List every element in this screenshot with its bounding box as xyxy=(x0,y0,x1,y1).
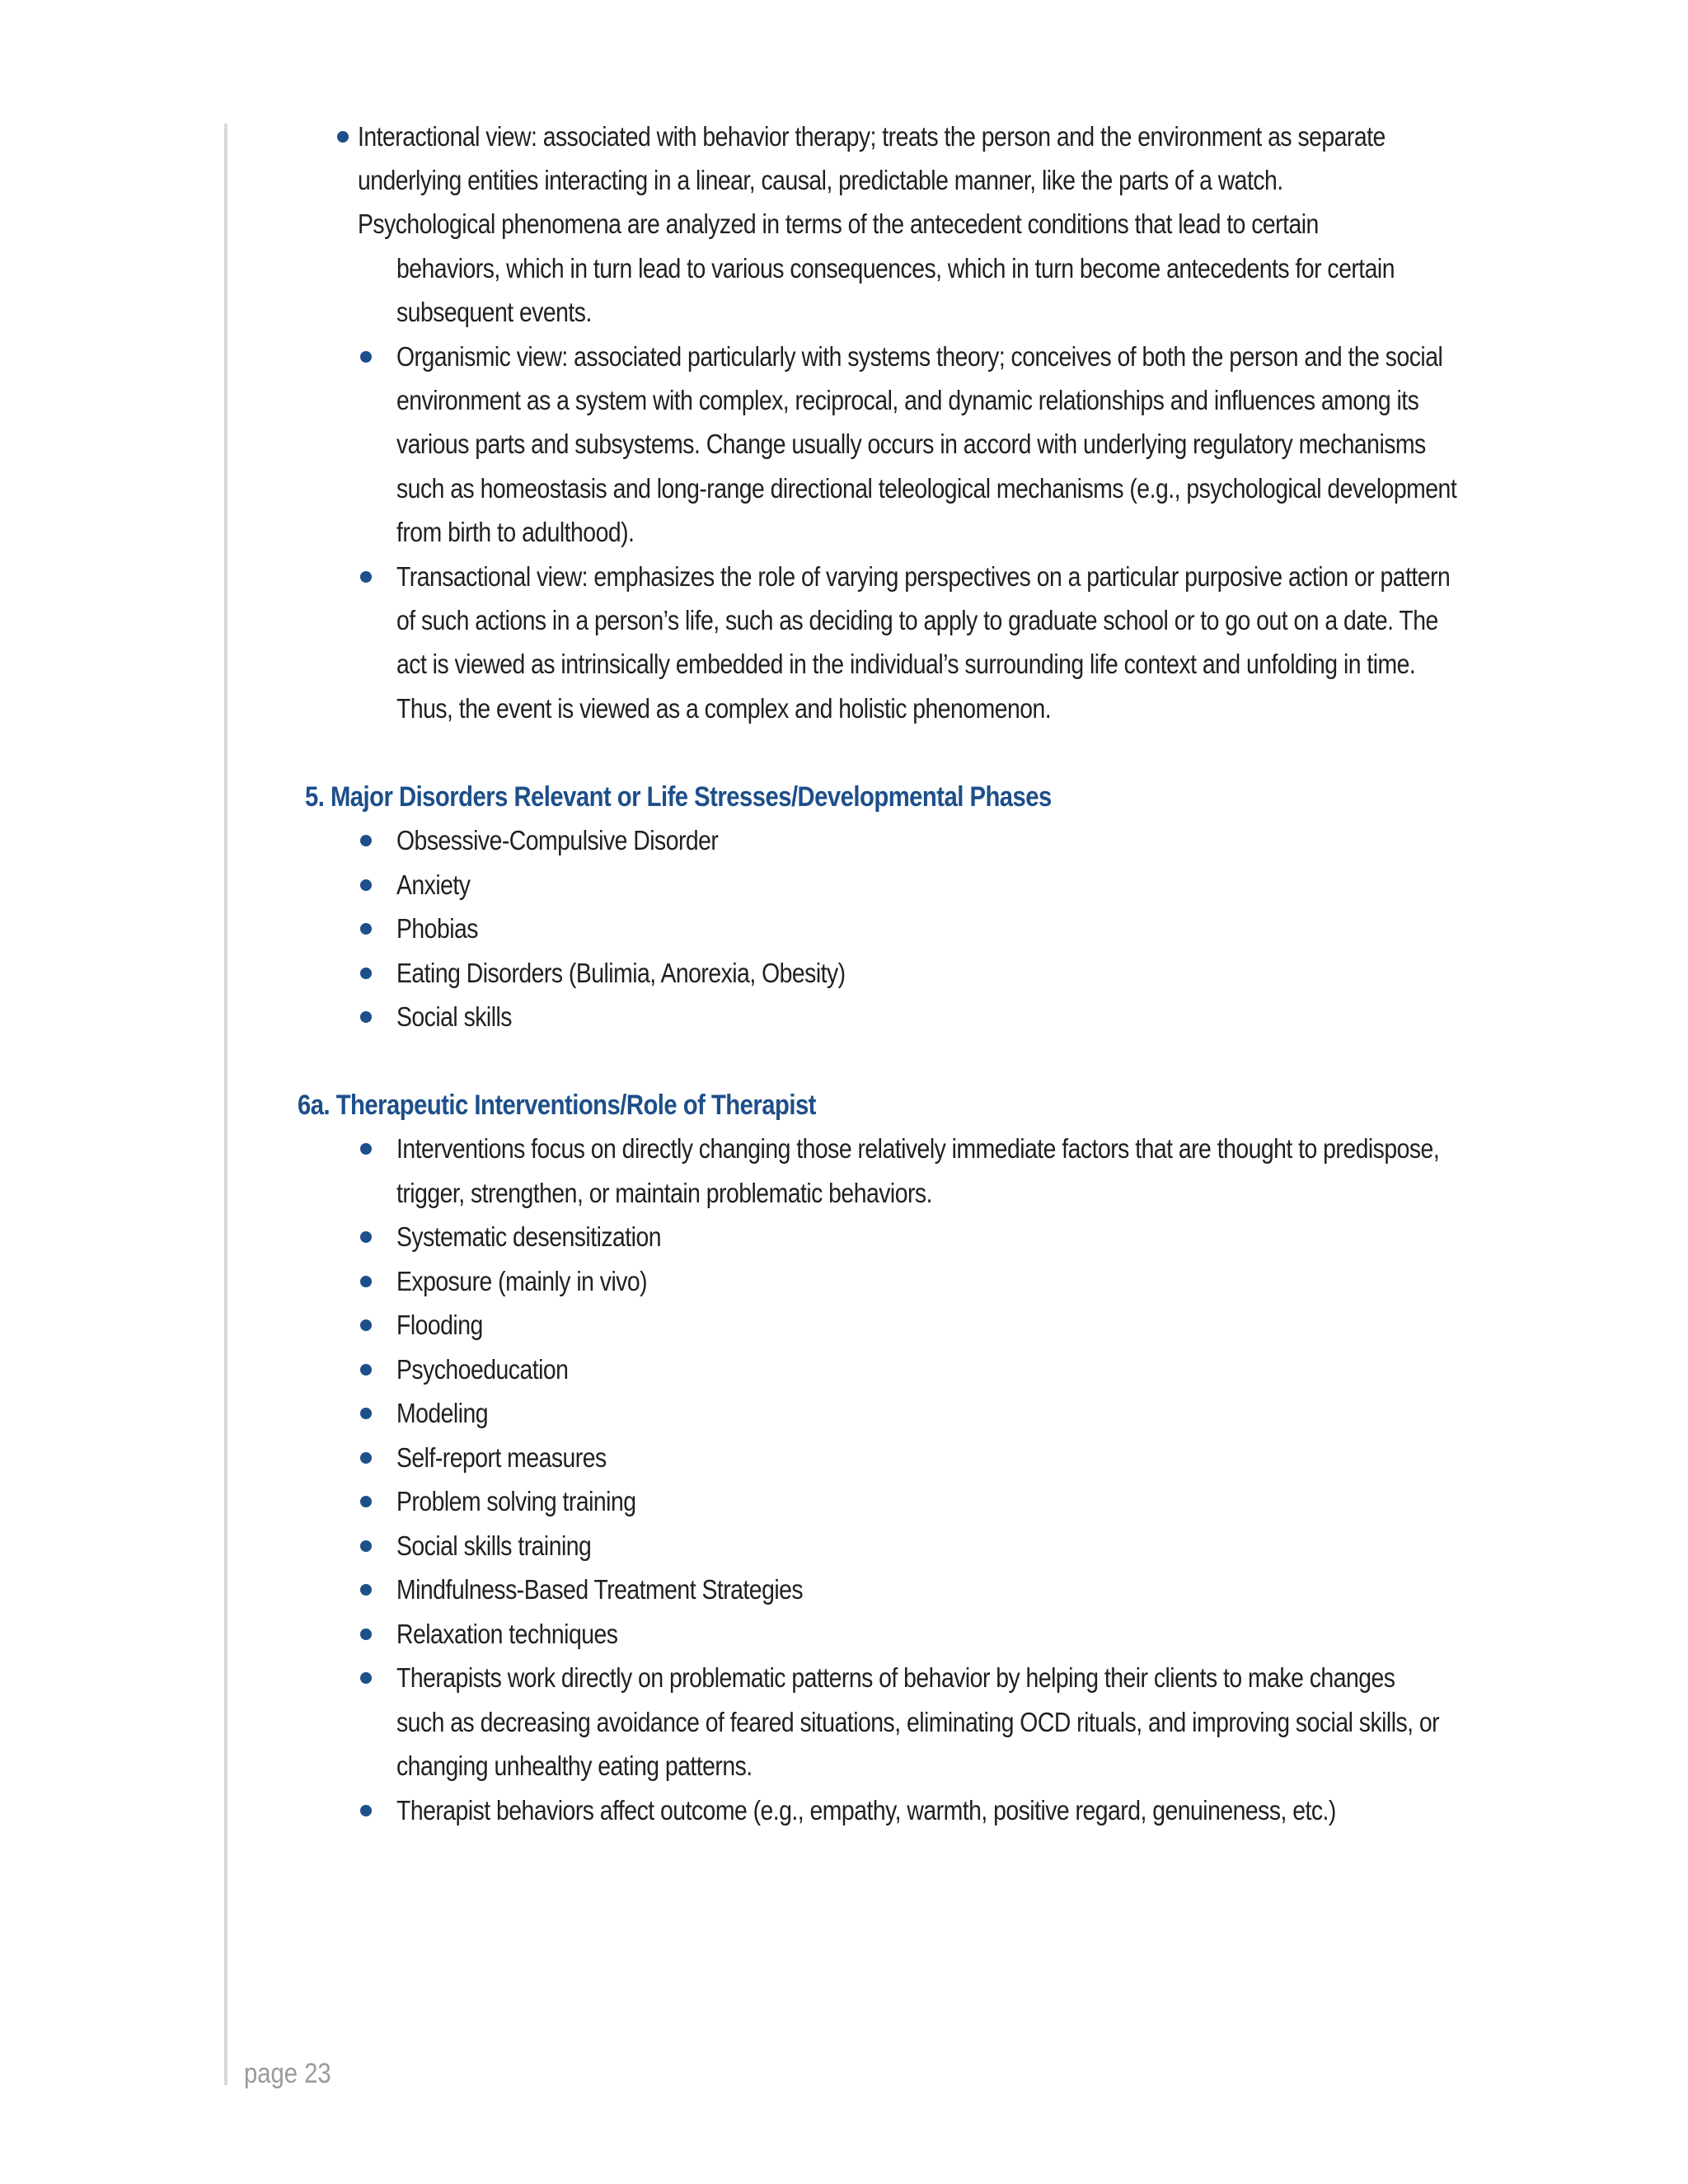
bullet-icon xyxy=(360,1540,372,1552)
bullet-icon xyxy=(360,835,372,846)
interventions-line-1: Interventions focus on directly changing those relatively immediate factors that are thought to predispose, xyxy=(396,1133,1440,1164)
interactional-line-5: subsequent events. xyxy=(396,297,592,327)
organismic-line-2: environment as a system with complex, reciprocal, and dynamic relationships and influences among its xyxy=(396,385,1419,415)
bullet-icon xyxy=(360,1584,372,1596)
intervention-list-item: Exposure (mainly in vivo) xyxy=(396,1266,648,1296)
organismic-line-5: from birth to adulthood). xyxy=(396,517,635,547)
interactional-line-1: Interactional view: associated with behavior therapy; treats the person and the environment as separate xyxy=(358,121,1386,152)
bullet-icon xyxy=(360,1805,372,1816)
bullet-icon xyxy=(360,923,372,935)
section-6a-heading: 6a. Therapeutic Interventions/Role of Therapist xyxy=(298,1090,816,1121)
organismic-line-4: such as homeostasis and long-range directional teleological mechanisms (e.g., psychological development xyxy=(396,473,1457,504)
bullet-icon xyxy=(360,1364,372,1376)
interactional-line-2: underlying entities interacting in a linear, causal, predictable manner, like the parts of a watch. xyxy=(358,165,1283,195)
intervention-list-item: Social skills training xyxy=(396,1530,592,1561)
intervention-list-item: Self-report measures xyxy=(396,1442,607,1473)
bullet-icon xyxy=(360,1143,372,1155)
interactional-line-3: Psychological phenomena are analyzed in terms of the antecedent conditions that lead to certain xyxy=(358,209,1319,239)
organismic-line-1: Organismic view: associated particularly with systems theory; conceives of both the person and the social xyxy=(396,341,1443,372)
bullet-icon xyxy=(360,1408,372,1419)
bullet-icon xyxy=(360,571,372,583)
intervention-list-item: Problem solving training xyxy=(396,1486,636,1516)
interactional-line-4: behaviors, which in turn lead to various consequences, which in turn become antecedents for certain xyxy=(396,253,1395,284)
intervention-list-item: Psychoeducation xyxy=(396,1354,569,1385)
page-number: page 23 xyxy=(244,2058,331,2089)
bullet-icon xyxy=(360,351,372,363)
bullet-icon xyxy=(360,1011,372,1023)
therapists-line-3: changing unhealthy eating patterns. xyxy=(396,1750,753,1781)
bullet-icon xyxy=(360,879,372,891)
bullet-icon xyxy=(360,1629,372,1640)
disorder-list-item: Social skills xyxy=(396,1001,512,1032)
bullet-icon xyxy=(337,131,349,143)
bullet-icon xyxy=(360,1452,372,1464)
disorder-list-item: Phobias xyxy=(396,913,478,944)
bullet-icon xyxy=(360,1231,372,1243)
transactional-line-4: Thus, the event is viewed as a complex and holistic phenomenon. xyxy=(396,693,1052,724)
therapists-line-2: such as decreasing avoidance of feared situations, eliminating OCD rituals, and improving social skills, or xyxy=(396,1707,1440,1737)
transactional-line-2: of such actions in a person’s life, such as deciding to apply to graduate school or to go out on a date. The xyxy=(396,605,1438,635)
page-margin-rule xyxy=(224,124,227,2085)
disorder-list-item: Eating Disorders (Bulimia, Anorexia, Obesity) xyxy=(396,958,846,988)
disorder-list-item: Obsessive-Compulsive Disorder xyxy=(396,825,719,855)
bullet-icon xyxy=(360,968,372,979)
therapists-line-1: Therapists work directly on problematic patterns of behavior by helping their clients to make changes xyxy=(396,1662,1395,1693)
bullet-icon xyxy=(360,1496,372,1507)
bullet-icon xyxy=(360,1319,372,1331)
bullet-icon xyxy=(360,1672,372,1684)
transactional-line-3: act is viewed as intrinsically embedded in the individual’s surrounding life context and unfolding in time. xyxy=(396,649,1416,679)
intervention-list-item: Systematic desensitization xyxy=(396,1221,661,1252)
therapist-behaviors-item: Therapist behaviors affect outcome (e.g., empathy, warmth, positive regard, genuineness, etc.) xyxy=(396,1795,1336,1825)
section-5-heading: 5. Major Disorders Relevant or Life Stresses/Developmental Phases xyxy=(305,781,1052,813)
disorder-list-item: Anxiety xyxy=(396,869,471,900)
bullet-icon xyxy=(360,1276,372,1287)
intervention-list-item: Modeling xyxy=(396,1398,489,1428)
intervention-list-item: Mindfulness-Based Treatment Strategies xyxy=(396,1574,804,1605)
interventions-line-2: trigger, strengthen, or maintain problematic behaviors. xyxy=(396,1178,932,1208)
transactional-line-1: Transactional view: emphasizes the role of varying perspectives on a particular purposive action or pattern xyxy=(396,561,1451,592)
organismic-line-3: various parts and subsystems. Change usually occurs in accord with underlying regulatory mechanisms xyxy=(396,429,1426,459)
intervention-list-item: Flooding xyxy=(396,1310,483,1340)
intervention-list-item: Relaxation techniques xyxy=(396,1619,618,1649)
